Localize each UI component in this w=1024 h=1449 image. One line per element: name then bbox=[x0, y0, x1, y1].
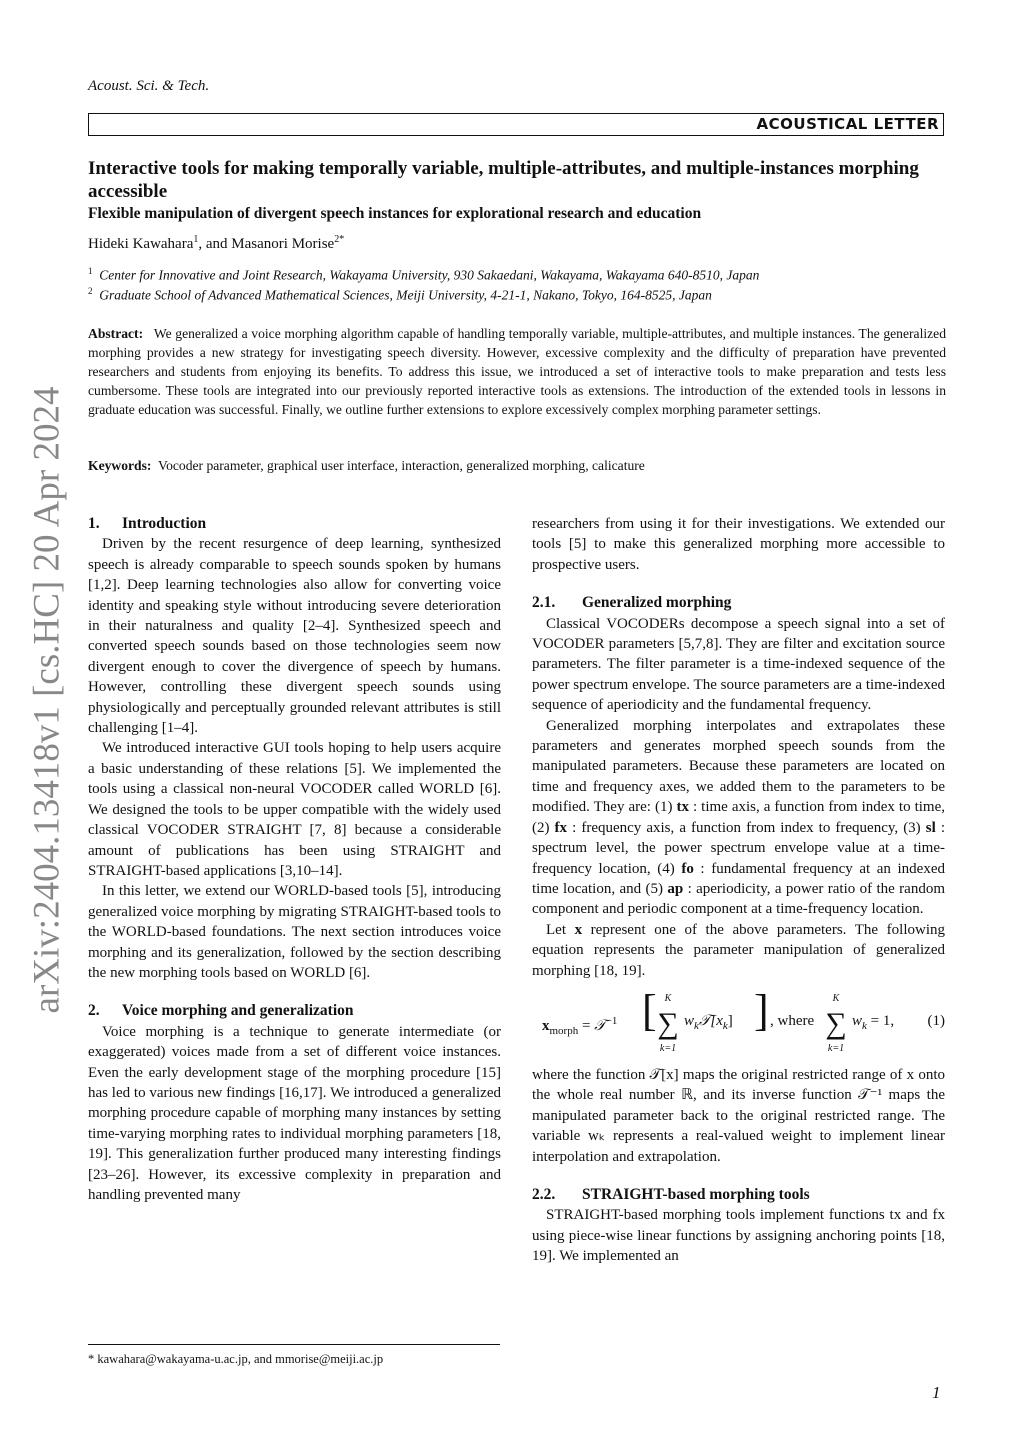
affiliation-mark: 1 bbox=[193, 234, 199, 245]
footnote: * kawahara@wakayama-u.ac.jp, and mmorise@meiji.ac.jp bbox=[88, 1352, 384, 1366]
eq-symbol: w bbox=[852, 1012, 863, 1029]
section-number: 2. bbox=[88, 1002, 100, 1020]
paragraph: STRAIGHT-based morphing tools implement functions tx and fx using piece-wise linear functions by assigning anchoring points [18, 19]. We implemented an bbox=[532, 1207, 945, 1265]
section-heading bbox=[532, 1185, 945, 1205]
eq-symbol: 𝒯 bbox=[594, 1017, 606, 1034]
param-symbol: fx bbox=[554, 819, 568, 836]
right-bracket-icon: ] bbox=[754, 985, 769, 1035]
param-symbol: tx bbox=[676, 799, 689, 816]
eq-subscript: k bbox=[862, 1019, 867, 1032]
eq-symbol: x bbox=[542, 1017, 550, 1034]
text-run: represent one of the above parameters. The following equation represents the parameter manipulation of generalized morphing [18, 19]. bbox=[532, 921, 945, 979]
page-number: 1 bbox=[932, 1383, 941, 1402]
paragraph: researchers from using it for their investigations. We extended our tools [5] to make this generalized morphing more accessible to prospective users. bbox=[532, 516, 945, 573]
text-run: Let bbox=[546, 921, 575, 938]
eq-limit: k=1 bbox=[659, 1043, 677, 1055]
section-heading bbox=[532, 593, 945, 613]
section-title: Generalized morphing bbox=[582, 594, 732, 612]
affiliation-text: Center for Innovative and Joint Research, Wakayama University, 930 Sakaedani, Wakayama, Wakayama 640-8510, Japan bbox=[99, 267, 760, 283]
eq-symbol: w bbox=[684, 1012, 695, 1029]
text-run: Generalized morphing interpolates and extrapolates these parameters and generates morphed speech sounds from the manipulated parameters. Because these parameters are located on time and frequency axes, we added them to the parameters to be modified. They are: (1) bbox=[532, 717, 945, 816]
section-title: Voice morphing and generalization bbox=[122, 1002, 354, 1020]
affiliation-mark: 1 bbox=[88, 266, 93, 276]
text-run: : fundamental frequency at an indexed time location, and (5) bbox=[532, 860, 945, 897]
sum-icon: ∑ bbox=[657, 1007, 679, 1041]
eq-subscript: k bbox=[694, 1019, 699, 1032]
param-symbol: ap bbox=[667, 880, 684, 897]
left-column bbox=[88, 514, 501, 1205]
text-run: : time axis, a function from index to time, (2) bbox=[532, 799, 945, 836]
eq-symbol: ] bbox=[727, 1012, 733, 1029]
abstract-label: Abstract: bbox=[88, 326, 144, 341]
author-name: Masanori Morise bbox=[231, 236, 335, 252]
eq-superscript: −1 bbox=[605, 1014, 618, 1027]
param-symbol: sl bbox=[925, 819, 936, 836]
text-run: : frequency axis, a function from index to frequency, (3) bbox=[567, 819, 926, 836]
paragraph: where the function 𝒯[x] maps the original restricted range of x onto the whole real number ℝ, and its inverse function 𝒯⁻¹ maps the manipulated parameter back to the original restricted range. The variable wₖ represents a real-valued weight to implement linear interpolation and extrapolation. bbox=[532, 1066, 945, 1165]
paragraph: We introduced interactive GUI tools hoping to help users acquire a basic understanding of these relations [5]. We implemented the tools using a classical non-neural VOCODER called WORLD [6]. We designed the tools to be upper compatible with the widely used classical VOCODER STRAIGHT [7, 8] because a considerable amount of publications has been using STRAIGHT and STRAIGHT-based applications [3,10–14]. bbox=[88, 740, 501, 879]
eq-limit: k=1 bbox=[827, 1043, 845, 1055]
section-title: Introduction bbox=[122, 515, 207, 532]
affiliation-mark: 2 bbox=[88, 286, 93, 296]
text-run: : spectrum level, the power spectrum envelope value at a time-frequency location, (4) bbox=[532, 819, 945, 877]
paper-title: Interactive tools for making temporally variable, multiple-attributes, and multiple-instances morphing accessible bbox=[88, 158, 919, 202]
paragraph: Driven by the recent resurgence of deep learning, synthesized speech is already comparable to speech sounds spoken by humans [1,2]. Deep learning technologies also allow for converting voice identity and speaking style without introducing severe deterioration in their naturalness and quality [2–4]. Synthesized speech and converted speech sounds based on those technologies seem now divergent enough to cover the divergence of speech by humans. However, controlling these divergent speech sounds using physiologically and perceptually grounded relevant attributes is still challenging [1–4]. bbox=[88, 536, 501, 737]
section-number: 2.1. bbox=[532, 594, 556, 612]
param-symbol: x bbox=[574, 921, 583, 938]
right-column bbox=[532, 514, 945, 1267]
eq-where: , where bbox=[770, 1012, 815, 1029]
affiliation-1 bbox=[88, 266, 948, 284]
eq-symbol: = 1, bbox=[866, 1012, 895, 1029]
author-list bbox=[88, 234, 344, 253]
section-number: 2.2. bbox=[532, 1185, 556, 1203]
keywords bbox=[88, 458, 946, 474]
section-heading bbox=[88, 514, 501, 534]
arxiv-identifier[interactable]: arXiv:2404.13418v1 [cs.HC] 20 Apr 2024 bbox=[26, 386, 68, 1014]
footnote-rule bbox=[88, 1344, 500, 1345]
paragraph bbox=[532, 716, 945, 920]
affiliation-2 bbox=[88, 286, 948, 304]
text-run: : aperiodicity, a power ratio of the random component and periodic component at a time-frequency location. bbox=[532, 880, 945, 918]
equation-1: $x_{morph}$ = 𝒯$^{-1}$ [ K ∑ k=1 $w_k𝒯[x_k]$ ] , where K ∑ k=1 $w_k = 1$, (1) bbox=[532, 993, 945, 1055]
affiliation-mark: 2* bbox=[334, 234, 345, 245]
section-number: 1. bbox=[88, 515, 100, 532]
keywords-text: Vocoder parameter, graphical user interface, interaction, generalized morphing, calicature bbox=[158, 458, 645, 473]
eq-symbol: 𝒯[x bbox=[698, 1012, 723, 1029]
eq-subscript: k bbox=[722, 1019, 728, 1032]
section-heading bbox=[88, 1001, 501, 1021]
author-name: Hideki Kawahara bbox=[88, 236, 194, 252]
letter-type-box bbox=[88, 113, 944, 136]
letter-type-label: ACOUSTICAL LETTER bbox=[756, 115, 939, 133]
keywords-label: Keywords: bbox=[88, 458, 152, 473]
abstract bbox=[88, 324, 946, 419]
paragraph bbox=[532, 920, 945, 981]
left-bracket-icon: [ bbox=[642, 985, 657, 1035]
affiliation-text: Graduate School of Advanced Mathematical Sciences, Meiji University, 4-21-1, Nakano, Tokyo, 164-8525, Japan bbox=[99, 287, 712, 303]
journal-name: Acoust. Sci. & Tech. bbox=[88, 78, 210, 94]
section-title: STRAIGHT-based morphing tools bbox=[582, 1185, 810, 1203]
equation-number: (1) bbox=[927, 1012, 945, 1029]
eq-limit: K bbox=[664, 992, 672, 1004]
paragraph: Voice morphing is a technique to generate intermediate (or exaggerated) voices made from a set of different voice instances. Even the early development stage of the morphing procedure [15] has led to various new findings [16,17]. We introduced a generalized morphing procedure capable of morphing many instances by setting time-varying morphing rates to individual morphing parameters [18, 19]. This generalization further produced many interesting findings [23–26]. However, its excessive complexity in preparation and handling prevented many bbox=[88, 1023, 501, 1203]
paper-subtitle: Flexible manipulation of divergent speech instances for explorational research and education bbox=[88, 205, 702, 222]
eq-subscript: morph bbox=[549, 1024, 579, 1037]
paragraph: In this letter, we extend our WORLD-based tools [5], introducing generalized voice morphing by migrating STRAIGHT-based tools to the WORLD-based foundations. The next section introduces voice morphing and its generalization, followed by the section describing the new morphing tools based on WORLD [6]. bbox=[88, 883, 501, 981]
abstract-text: We generalized a voice morphing algorithm capable of handling temporally variable, multiple-attributes, and multiple instances. The generalized morphing provides a new strategy for investigating speech diversity. However, excessive complexity and the difficulty of preparation have prevented researchers and students from enjoying its benefits. To address this issue, we introduced a set of interactive tools to make preparation and tests less cumbersome. These tools are integrated into our previously reported interactive tools as extensions. The introduction of the extended tools in lessons in graduate education was successful. Finally, we outline further extensions to explore excessively complex morphing parameter settings. bbox=[88, 326, 946, 417]
author-separator: , and bbox=[198, 236, 232, 252]
eq-limit: K bbox=[832, 992, 840, 1004]
sum-icon: ∑ bbox=[825, 1007, 847, 1041]
paragraph: Classical VOCODERs decompose a speech signal into a set of VOCODER parameters [5,7,8]. They are filter and excitation source parameters. The filter parameter is a time-indexed sequence of the power spectrum envelope. The source parameters are a time-indexed sequence of aperiodicity and the fundamental frequency. bbox=[532, 615, 945, 714]
param-symbol: fo bbox=[681, 860, 694, 877]
